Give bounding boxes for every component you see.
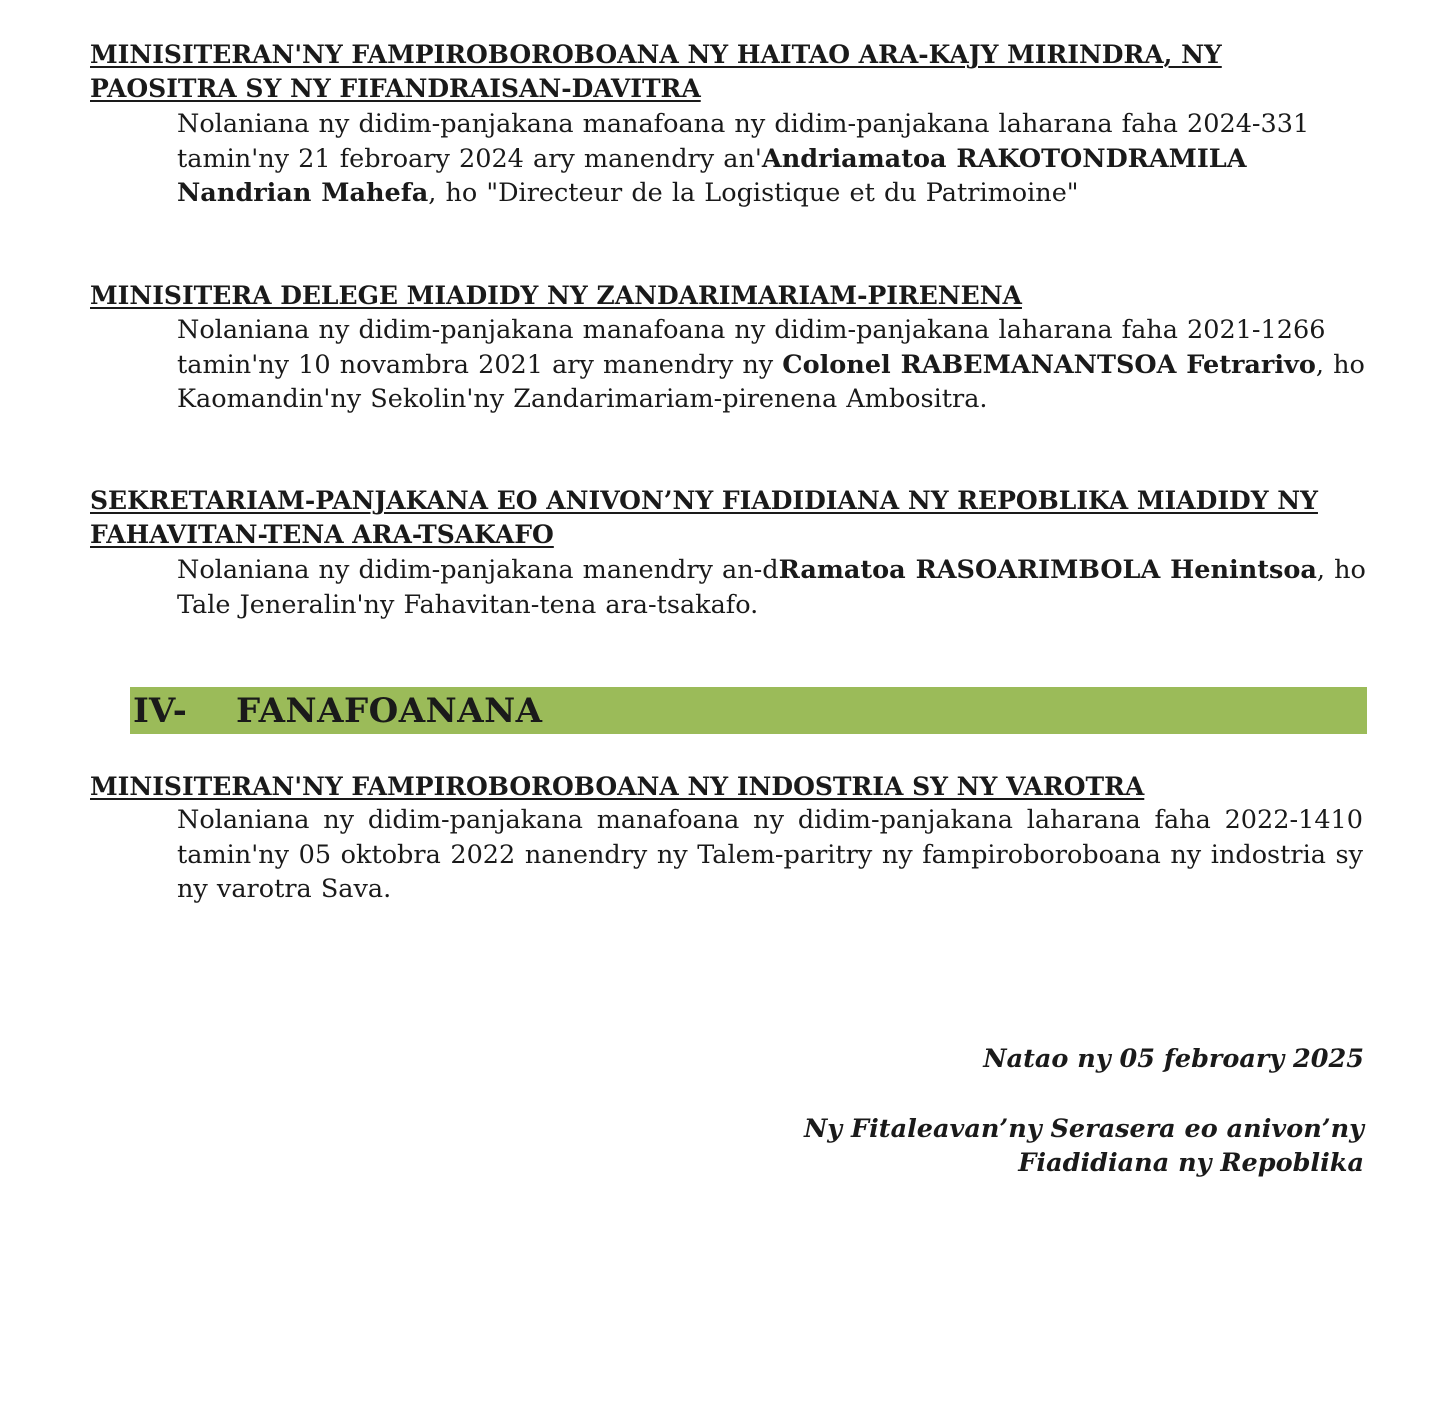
decree-text: , ho Tale Jeneralin'ny Fahavitan-tena ara-tsakafo.: [177, 555, 1366, 620]
ministry-heading-telecom: MINISITERAN'NY FAMPIROBOROBOANA NY HAITAO ARA-KAJY MIRINDRA, NY PAOSITRA SY NY FIFANDRAISAN-DAVITRA: [90, 40, 1222, 103]
appointee-name: Colonel RABEMANANTSOA Fetrarivo: [782, 349, 1316, 380]
decree-text: Nolaniana ny didim-panjakana manafoana ny didim-panjakana laharana faha 2024-331 tamin'ny 21 febroary 2024 ary manendry an': [177, 109, 1310, 174]
section-iv-banner: [130, 687, 1367, 734]
decree-text: , ho Kaomandin'ny Sekolin'ny Zandarimariam-pirenena Ambositra.: [177, 349, 1365, 414]
signature-line-1: Ny Fitaleavan’ny Serasera eo anivon’ny: [804, 1114, 1364, 1144]
ministry-heading-gendarmerie: MINISITERA DELEGE MIADIDY NY ZANDARIMARIAM-PIRENENA: [90, 281, 1022, 310]
secretariat-heading-food: SEKRETARIAM-PANJAKANA EO ANIVON’NY FIADIDIANA NY REPOBLIKA MIADIDY NY FAHAVITAN-TENA ARA-TSAKAFO: [90, 486, 1318, 549]
decree-text: , ho "Directeur de la Logistique et du Patrimoine": [428, 178, 1079, 208]
appointee-name: Andriamatoa RAKOTONDRAMILA Nandrian Mahefa: [177, 143, 1247, 208]
decree-text: Nolaniana ny didim-panjakana manafoana ny didim-panjakana laharana faha 2021-1266 tamin'ny 10 novambra 2021 ary manendry ny: [177, 315, 1326, 380]
decree-paragraph-telecom: [177, 107, 1367, 211]
section-title: FANAFOANANA: [236, 690, 543, 731]
appointee-name: Ramatoa RASOARIMBOLA Henintsoa: [778, 555, 1317, 585]
decree-paragraph-food: [177, 553, 1367, 622]
decree-paragraph-gendarmerie: [177, 313, 1367, 417]
signature-date: Natao ny 05 febroary 2025: [983, 1044, 1364, 1074]
signature-line-2: Fiadidiana ny Repoblika: [1018, 1148, 1364, 1178]
ministry-heading-industry: MINISITERAN'NY FAMPIROBOROBOANA NY INDOSTRIA SY NY VAROTRA: [90, 772, 1145, 801]
section-number: IV-: [133, 690, 187, 731]
decree-paragraph-industry: Nolaniana ny didim-panjakana manafoana ny didim-panjakana laharana faha 2022-1410 tamin'ny 05 oktobra 2022 nanendry ny Talem-paritry ny fampiroboroboana ny indostria sy ny varotra Sava.: [177, 805, 1363, 904]
decree-text: Nolaniana ny didim-panjakana manendry an-d: [177, 555, 779, 585]
